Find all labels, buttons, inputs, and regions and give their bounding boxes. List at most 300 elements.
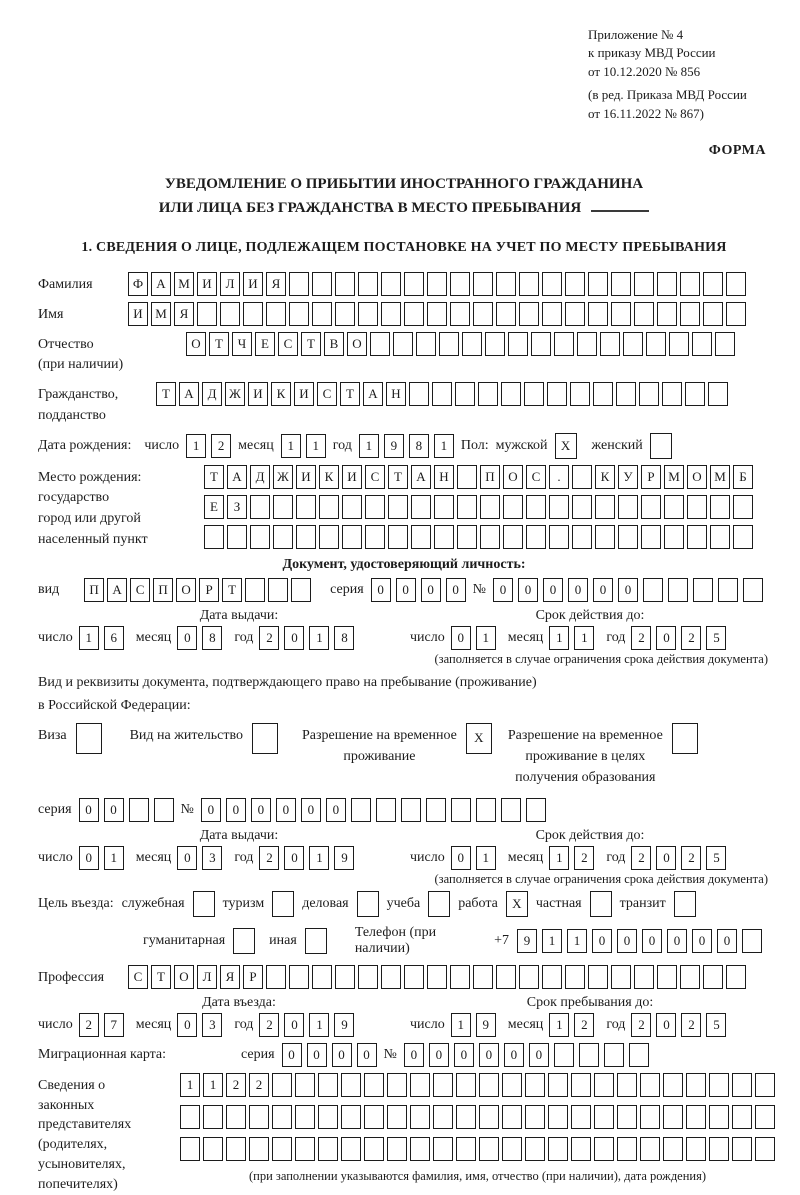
char-cell	[502, 1105, 522, 1129]
char-cell: 8	[334, 626, 354, 650]
residence-number-boxes	[201, 798, 546, 822]
identity-kind-label: вид	[38, 581, 60, 597]
char-cell	[554, 332, 574, 356]
char-cell	[531, 332, 551, 356]
char-cell	[485, 332, 505, 356]
char-cell: Т	[209, 332, 229, 356]
char-cell: 0	[617, 929, 637, 953]
option-temp-residence-label: Разрешение на временное проживание	[301, 727, 457, 764]
phone-label: Телефон (при наличии)	[354, 924, 437, 956]
char-cell	[364, 1105, 384, 1129]
char-cell: 2	[226, 1073, 246, 1097]
char-cell	[588, 272, 608, 296]
section1-heading: 1. СВЕДЕНИЯ О ЛИЦЕ, ПОДЛЕЖАЩЕМ ПОСТАНОВКЕ НА УЧЕТ ПО МЕСТУ ПРЕБЫВАНИЯ	[81, 239, 727, 255]
char-cell: И	[248, 382, 268, 406]
char-cell	[542, 965, 562, 989]
char-cell: 0	[177, 846, 197, 870]
char-cell	[549, 495, 569, 519]
birth-place-row3	[204, 525, 753, 549]
char-cell	[455, 382, 475, 406]
char-cell	[432, 382, 452, 406]
identity-doc-heading: Документ, удостоверяющий личность:	[282, 556, 526, 572]
residence-options	[38, 721, 770, 788]
char-cell: 0	[326, 798, 346, 822]
char-cell	[289, 272, 309, 296]
char-cell: С	[365, 465, 385, 489]
char-cell: 5	[706, 1013, 726, 1037]
char-cell: 1	[203, 1073, 223, 1097]
purpose-row2	[143, 925, 770, 957]
year-word: год	[234, 849, 254, 865]
char-cell	[427, 965, 447, 989]
char-cell	[664, 495, 684, 519]
char-cell: 9	[517, 929, 537, 953]
char-cell	[480, 495, 500, 519]
char-cell: Ж	[273, 465, 293, 489]
char-cell	[434, 525, 454, 549]
char-cell	[451, 798, 471, 822]
char-cell	[289, 965, 309, 989]
char-cell: Н	[386, 382, 406, 406]
purpose-business-label: деловая	[302, 895, 349, 911]
char-cell: 0	[332, 1043, 352, 1067]
char-cell	[703, 965, 723, 989]
char-cell	[525, 1105, 545, 1129]
char-cell: 5	[706, 846, 726, 870]
char-cell	[662, 382, 682, 406]
char-cell	[427, 302, 447, 326]
form-label: ФОРМА	[708, 143, 766, 159]
char-cell	[726, 965, 746, 989]
month-word: месяц	[238, 437, 274, 453]
residence-dates	[38, 828, 770, 887]
char-cell	[272, 1137, 292, 1161]
char-cell	[732, 1137, 752, 1161]
char-cell: 0	[518, 578, 538, 602]
char-cell: 1	[309, 846, 329, 870]
char-cell	[197, 302, 217, 326]
char-cell: М	[664, 465, 684, 489]
year-word: год	[234, 629, 254, 645]
char-cell: 3	[202, 846, 222, 870]
char-cell	[687, 525, 707, 549]
char-cell	[634, 272, 654, 296]
char-cell	[519, 302, 539, 326]
identity-issue-month	[177, 626, 222, 650]
legal-reps-row1	[180, 1073, 775, 1097]
char-cell: Ч	[232, 332, 252, 356]
char-cell	[364, 1073, 384, 1097]
char-cell	[296, 525, 316, 549]
patronymic-boxes	[186, 332, 735, 356]
char-cell: И	[342, 465, 362, 489]
char-cell	[335, 965, 355, 989]
char-cell: 2	[259, 626, 279, 650]
char-cell	[611, 965, 631, 989]
char-cell	[456, 1105, 476, 1129]
char-cell	[685, 382, 705, 406]
gender-female-checkbox	[650, 433, 672, 459]
char-cell	[657, 272, 677, 296]
char-cell	[526, 525, 546, 549]
char-cell	[623, 332, 643, 356]
residence-number-label: №	[180, 801, 194, 817]
option-temp-residence-checkbox	[466, 723, 492, 754]
char-cell: 1	[79, 626, 99, 650]
char-cell	[572, 465, 592, 489]
char-cell	[571, 1137, 591, 1161]
char-cell	[457, 495, 477, 519]
option-residence-permit-label: Вид на жительство	[129, 727, 243, 743]
char-cell	[548, 1137, 568, 1161]
citizenship-row	[38, 382, 770, 426]
char-cell	[457, 465, 477, 489]
char-cell	[526, 495, 546, 519]
purpose-official-label: служебная	[121, 895, 185, 911]
identity-expiry-day	[451, 626, 496, 650]
char-cell	[250, 495, 270, 519]
char-cell	[595, 525, 615, 549]
day-word: число	[410, 849, 445, 865]
char-cell: С	[130, 578, 150, 602]
char-cell	[686, 1105, 706, 1129]
firstname-row	[38, 302, 770, 326]
char-cell	[703, 272, 723, 296]
char-cell	[365, 495, 385, 519]
stay-day	[451, 1013, 496, 1037]
residence-series-row	[38, 798, 770, 822]
char-cell	[502, 1073, 522, 1097]
char-cell: И	[294, 382, 314, 406]
char-cell	[450, 272, 470, 296]
entry-date-label: Дата въезда:	[202, 994, 276, 1010]
char-cell	[600, 332, 620, 356]
char-cell	[411, 525, 431, 549]
char-cell	[358, 272, 378, 296]
checkbox-cell: X	[506, 891, 528, 917]
char-cell: 2	[574, 1013, 594, 1037]
entry-day	[79, 1013, 124, 1037]
char-cell: А	[179, 382, 199, 406]
char-cell	[572, 525, 592, 549]
char-cell: 1	[180, 1073, 200, 1097]
char-cell	[571, 1073, 591, 1097]
char-cell	[508, 332, 528, 356]
char-cell: 0	[284, 626, 304, 650]
checkbox-cell	[272, 891, 294, 917]
char-cell	[381, 965, 401, 989]
char-cell: 1	[542, 929, 562, 953]
citizenship-label-line: Гражданство,	[38, 387, 119, 403]
entry-dates	[38, 995, 770, 1037]
patronymic-label-line: Отчество	[38, 336, 94, 352]
char-cell	[565, 965, 585, 989]
char-cell	[616, 382, 636, 406]
char-cell	[318, 1105, 338, 1129]
char-cell	[641, 525, 661, 549]
char-cell	[548, 1073, 568, 1097]
char-cell	[594, 1137, 614, 1161]
migration-series-boxes	[282, 1043, 377, 1067]
char-cell: 0	[357, 1043, 377, 1067]
checkbox-cell: X	[555, 433, 577, 459]
char-cell: К	[595, 465, 615, 489]
char-cell	[227, 525, 247, 549]
char-cell: 0	[284, 1013, 304, 1037]
char-cell	[479, 1137, 499, 1161]
residence-expiry-day	[451, 846, 496, 870]
migration-number-label: №	[383, 1046, 397, 1062]
birth-day-boxes	[186, 434, 231, 458]
identity-expiry-note: (заполняется в случае ограничения срока действия документа)	[434, 651, 768, 666]
char-cell	[289, 302, 309, 326]
char-cell: 0	[177, 1013, 197, 1037]
gender-female-label: женский	[591, 437, 643, 453]
patronymic-label	[38, 332, 186, 376]
char-cell	[525, 1137, 545, 1161]
stay-until-label: Срок пребывания до:	[526, 994, 654, 1010]
gender-male-label: мужской	[495, 437, 548, 453]
char-cell: И	[128, 302, 148, 326]
option-residence-permit-checkbox	[252, 723, 278, 754]
char-cell: И	[296, 465, 316, 489]
birth-place-row1	[204, 465, 753, 489]
char-cell	[680, 302, 700, 326]
char-cell: 2	[631, 1013, 651, 1037]
identity-dates	[38, 608, 770, 667]
char-cell: 0	[79, 846, 99, 870]
char-cell	[565, 272, 585, 296]
char-cell: 0	[656, 846, 676, 870]
char-cell	[617, 1105, 637, 1129]
char-cell: А	[411, 465, 431, 489]
birth-month-boxes	[281, 434, 326, 458]
residence-issue-year	[259, 846, 354, 870]
char-cell: 0	[421, 578, 441, 602]
char-cell	[554, 1043, 574, 1067]
option-visa-checkbox	[76, 723, 102, 754]
day-word: число	[38, 629, 73, 645]
char-cell: 7	[104, 1013, 124, 1037]
char-cell	[273, 495, 293, 519]
char-cell: 0	[642, 929, 662, 953]
char-cell	[640, 1137, 660, 1161]
char-cell	[524, 382, 544, 406]
char-cell	[640, 1105, 660, 1129]
char-cell	[388, 495, 408, 519]
char-cell: Т	[151, 965, 171, 989]
day-word: число	[410, 1016, 445, 1032]
char-cell	[663, 1105, 683, 1129]
char-cell: О	[186, 332, 206, 356]
char-cell	[643, 578, 663, 602]
section1-body	[38, 272, 770, 1195]
patronymic-row	[38, 332, 770, 376]
char-cell	[501, 382, 521, 406]
char-cell	[755, 1073, 775, 1097]
char-cell	[291, 578, 311, 602]
char-cell: 2	[681, 626, 701, 650]
purpose-work-checkbox	[506, 891, 528, 917]
char-cell	[663, 1073, 683, 1097]
char-cell	[404, 302, 424, 326]
char-cell	[154, 798, 174, 822]
char-cell	[496, 272, 516, 296]
char-cell	[462, 332, 482, 356]
char-cell	[318, 1073, 338, 1097]
surname-boxes	[128, 272, 746, 296]
stay-year	[631, 1013, 726, 1037]
char-cell	[319, 495, 339, 519]
legal-reps-row2	[180, 1105, 775, 1129]
char-cell: 0	[592, 929, 612, 953]
char-cell	[341, 1105, 361, 1129]
birth-place-row2	[204, 495, 753, 519]
char-cell	[268, 578, 288, 602]
char-cell	[693, 578, 713, 602]
char-cell: 3	[202, 1013, 222, 1037]
char-cell: 1	[309, 1013, 329, 1037]
purpose-transit-label: транзит	[619, 895, 666, 911]
char-cell	[479, 1073, 499, 1097]
day-word: число	[38, 849, 73, 865]
char-cell	[226, 1105, 246, 1129]
char-cell	[501, 798, 521, 822]
char-cell: 1	[306, 434, 326, 458]
char-cell: 0	[284, 846, 304, 870]
option-visa-label: Виза	[38, 727, 67, 743]
checkbox-cell	[428, 891, 450, 917]
char-cell: О	[347, 332, 367, 356]
char-cell	[755, 1105, 775, 1129]
birth-date-row	[38, 433, 770, 459]
char-cell: Я	[266, 272, 286, 296]
char-cell: 0	[396, 578, 416, 602]
char-cell: Р	[641, 465, 661, 489]
char-cell	[381, 302, 401, 326]
migration-card-row	[38, 1043, 770, 1067]
char-cell: 0	[251, 798, 271, 822]
char-cell	[226, 1137, 246, 1161]
char-cell	[570, 382, 590, 406]
char-cell: О	[174, 965, 194, 989]
char-cell	[617, 1073, 637, 1097]
legal-reps-row	[38, 1073, 770, 1195]
char-cell: А	[107, 578, 127, 602]
char-cell: И	[197, 272, 217, 296]
birth-place-label	[38, 465, 204, 551]
day-word: число	[38, 1016, 73, 1032]
checkbox-cell	[305, 928, 327, 954]
char-cell	[245, 578, 265, 602]
char-cell	[416, 332, 436, 356]
char-cell	[657, 302, 677, 326]
char-cell	[629, 1043, 649, 1067]
char-cell	[312, 965, 332, 989]
phone-boxes	[517, 929, 762, 953]
char-cell: 0	[667, 929, 687, 953]
citizenship-boxes	[156, 382, 728, 406]
char-cell	[250, 525, 270, 549]
char-cell	[376, 798, 396, 822]
char-cell	[572, 495, 592, 519]
char-cell	[433, 1073, 453, 1097]
residence-issue-day	[79, 846, 124, 870]
char-cell	[611, 272, 631, 296]
char-cell: У	[618, 465, 638, 489]
char-cell: 0	[301, 798, 321, 822]
char-cell: 2	[631, 846, 651, 870]
char-cell	[341, 1073, 361, 1097]
char-cell	[640, 1073, 660, 1097]
char-cell: С	[278, 332, 298, 356]
char-cell	[703, 302, 723, 326]
char-cell: Т	[301, 332, 321, 356]
char-cell	[404, 965, 424, 989]
identity-series-boxes	[371, 578, 466, 602]
option-temp-residence-education-checkbox	[672, 723, 698, 754]
char-cell: 1	[567, 929, 587, 953]
char-cell: Т	[222, 578, 242, 602]
char-cell	[358, 302, 378, 326]
char-cell	[686, 1137, 706, 1161]
char-cell: 0	[493, 578, 513, 602]
checkbox-cell: X	[466, 723, 492, 754]
identity-number-label: №	[472, 581, 486, 597]
char-cell	[204, 525, 224, 549]
checkbox-cell	[357, 891, 379, 917]
char-cell	[439, 332, 459, 356]
char-cell: Я	[174, 302, 194, 326]
char-cell	[457, 525, 477, 549]
legal-reps-label: Сведения о законных представителях (родителях, усыновителях, попечителях)	[38, 1077, 132, 1193]
char-cell	[341, 1137, 361, 1161]
entry-month	[177, 1013, 222, 1037]
legal-reps-note: (при заполнении указываются фамилия, имя, отчество (при наличии), дата рождения)	[248, 1168, 707, 1183]
option-temp-residence-education	[508, 721, 698, 788]
char-cell: Р	[199, 578, 219, 602]
identity-series-label: серия	[330, 581, 364, 597]
char-cell	[525, 1073, 545, 1097]
char-cell: И	[243, 272, 263, 296]
form-title-line1: УВЕДОМЛЕНИЕ О ПРИБЫТИИ ИНОСТРАННОГО ГРАЖДАНИНА	[164, 176, 644, 193]
char-cell: 0	[371, 578, 391, 602]
year-word: год	[606, 629, 626, 645]
stay-month	[549, 1013, 594, 1037]
char-cell: 0	[307, 1043, 327, 1067]
residence-expiry-label: Срок действия до:	[535, 827, 645, 843]
citizenship-label-line: подданство	[38, 407, 106, 423]
char-cell: 0	[529, 1043, 549, 1067]
char-cell	[295, 1073, 315, 1097]
char-cell: 0	[446, 578, 466, 602]
checkbox-cell	[252, 723, 278, 754]
identity-kind-boxes	[84, 578, 311, 602]
char-cell: 6	[104, 626, 124, 650]
migration-card-label: Миграционная карта:	[38, 1046, 167, 1062]
char-cell: Я	[220, 965, 240, 989]
char-cell	[669, 332, 689, 356]
firstname-boxes	[128, 302, 746, 326]
char-cell	[519, 965, 539, 989]
char-cell	[709, 1105, 729, 1129]
char-cell	[427, 272, 447, 296]
char-cell: О	[176, 578, 196, 602]
char-cell	[708, 382, 728, 406]
phone-prefix: +7	[494, 932, 509, 948]
birth-date-label: Дата рождения:	[38, 437, 132, 453]
char-cell	[618, 525, 638, 549]
